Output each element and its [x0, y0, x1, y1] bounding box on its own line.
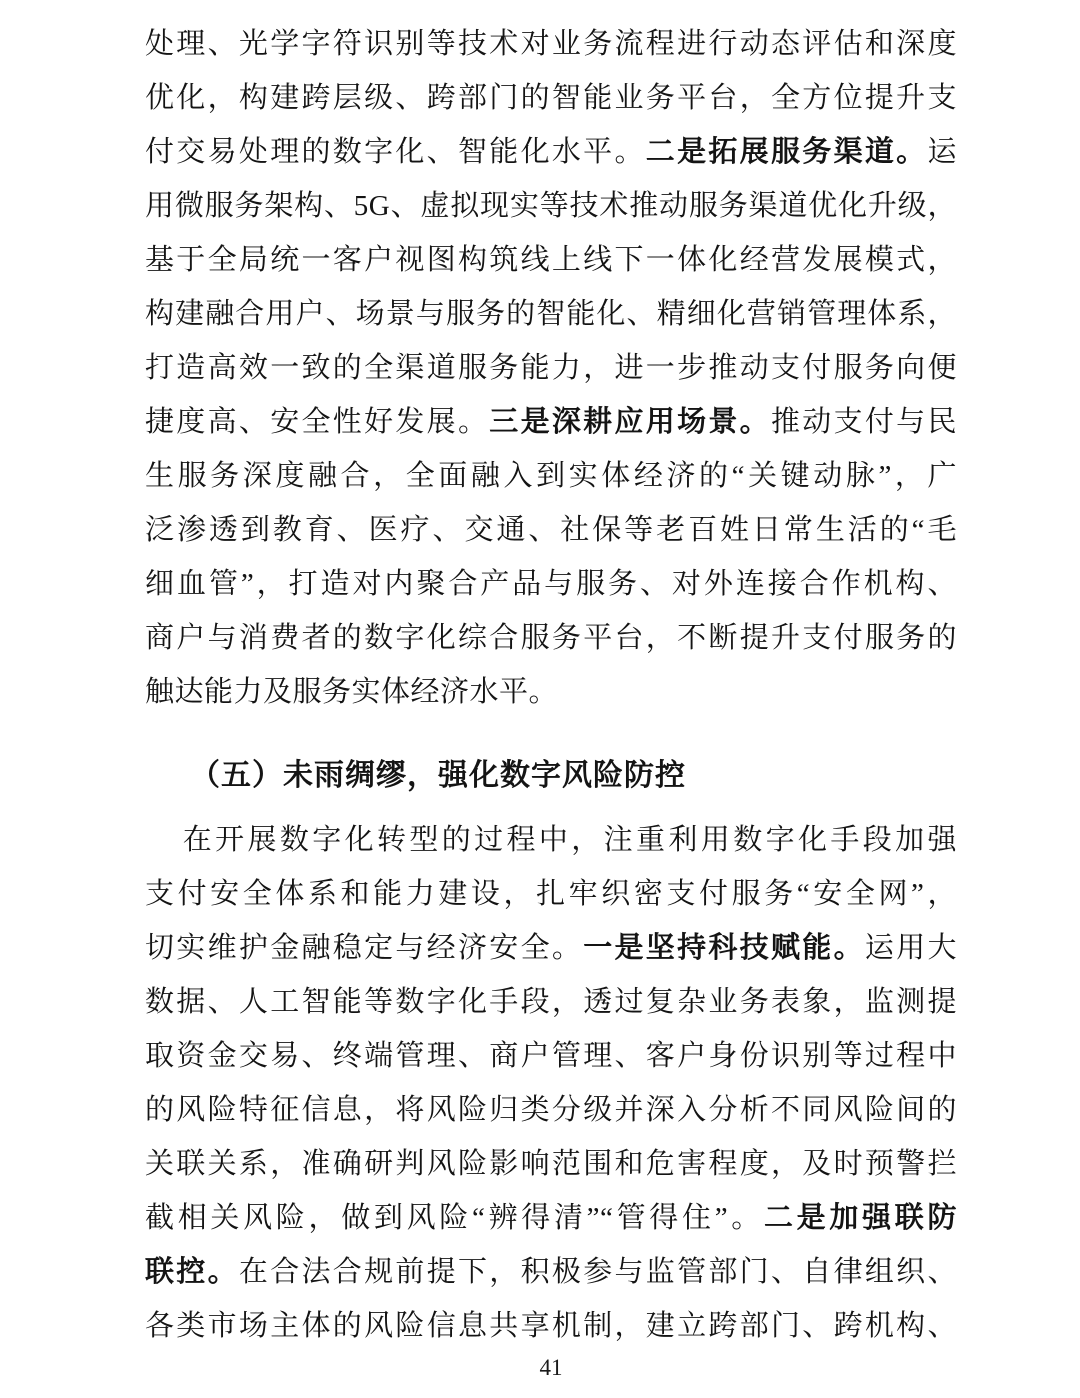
text-segment: 在合法合规前提下，积极参与监管部门、自律组织、	[238, 1256, 957, 1288]
text-segment: 运	[927, 136, 957, 168]
text-line	[145, 867, 957, 921]
section-heading: （五）未雨绸缪，强化数字风险防控	[190, 759, 686, 792]
text-segment: 用微服务架构、5G、虚拟现实等技术推动服务渠道优化升级，	[145, 190, 957, 222]
text-segment: 生服务深度融合，全面融入到实体经济的“关键动脉”，广	[145, 460, 957, 492]
bold-segment: 二是拓展服务渠道。	[645, 136, 928, 168]
text-segment: 截相关风险，做到风险“辨得清”“管得住”。	[145, 1202, 764, 1234]
text-line	[145, 1083, 957, 1137]
text-line	[145, 449, 957, 503]
text-segment: 商户与消费者的数字化综合服务平台，不断提升支付服务的	[145, 622, 957, 654]
text-line	[145, 71, 957, 125]
text-line	[145, 921, 957, 975]
text-segment: 付交易处理的数字化、智能化水平。	[145, 136, 646, 168]
text-line	[145, 665, 957, 719]
page-number: 41	[539, 1355, 563, 1380]
text-line	[145, 287, 957, 341]
text-line	[145, 1137, 957, 1191]
text-line	[145, 233, 957, 287]
text-segment: 切实维护金融稳定与经济安全。	[145, 932, 584, 964]
text-line	[145, 1191, 957, 1245]
text-segment: 各类市场主体的风险信息共享机制，建立跨部门、跨机构、	[145, 1310, 957, 1342]
text-segment: 细血管”，打造对内聚合产品与服务、对外连接合作机构、	[145, 568, 957, 600]
text-segment: 取资金交易、终端管理、商户管理、客户身份识别等过程中	[145, 1040, 957, 1072]
text-segment: 在开展数字化转型的过程中，注重利用数字化手段加强	[182, 824, 957, 856]
text-line	[145, 179, 957, 233]
text-line	[145, 1245, 957, 1299]
text-line	[145, 341, 957, 395]
text-line	[145, 1029, 957, 1083]
paragraph	[145, 813, 957, 1353]
text-line	[145, 611, 957, 665]
text-line	[145, 395, 957, 449]
text-line	[145, 975, 957, 1029]
text-line	[145, 17, 957, 71]
text-segment: 构建融合用户、场景与服务的智能化、精细化营销管理体系，	[145, 298, 957, 330]
text-line	[145, 557, 957, 611]
text-line	[145, 813, 957, 867]
text-body	[145, 17, 957, 1353]
text-segment: 运用大	[864, 932, 957, 964]
text-line	[145, 125, 957, 179]
text-segment: 的风险特征信息，将风险归类分级并深入分析不同风险间的	[145, 1094, 957, 1126]
text-segment: 捷度高、安全性好发展。	[145, 406, 490, 438]
text-segment: 泛渗透到教育、医疗、交通、社保等老百姓日常生活的“毛	[145, 514, 957, 546]
bold-segment: 联控。	[145, 1256, 239, 1288]
text-line	[145, 1299, 957, 1353]
text-segment: 打造高效一致的全渠道服务能力，进一步推动支付服务向便	[145, 352, 957, 384]
bold-segment: 一是坚持科技赋能。	[583, 932, 865, 964]
text-segment: 基于全局统一客户视图构筑线上线下一体化经营发展模式，	[145, 244, 957, 276]
text-line	[145, 503, 957, 557]
text-segment: 触达能力及服务实体经济水平。	[145, 676, 559, 708]
text-segment: 支付安全体系和能力建设，扎牢织密支付服务“安全网”，	[145, 878, 957, 910]
text-segment: 处理、光学字符识别等技术对业务流程进行动态评估和深度	[145, 28, 957, 60]
bold-segment: 二是加强联防	[763, 1202, 957, 1234]
bold-segment: 三是深耕应用场景。	[489, 406, 771, 438]
text-segment: 优化，构建跨层级、跨部门的智能业务平台，全方位提升支	[145, 82, 957, 114]
text-segment: 关联关系，准确研判风险影响范围和危害程度，及时预警拦	[145, 1148, 957, 1180]
paragraph	[145, 17, 957, 719]
text-segment: 数据、人工智能等数字化手段，透过复杂业务表象，监测提	[145, 986, 957, 1018]
text-segment: 推动支付与民	[770, 406, 957, 438]
